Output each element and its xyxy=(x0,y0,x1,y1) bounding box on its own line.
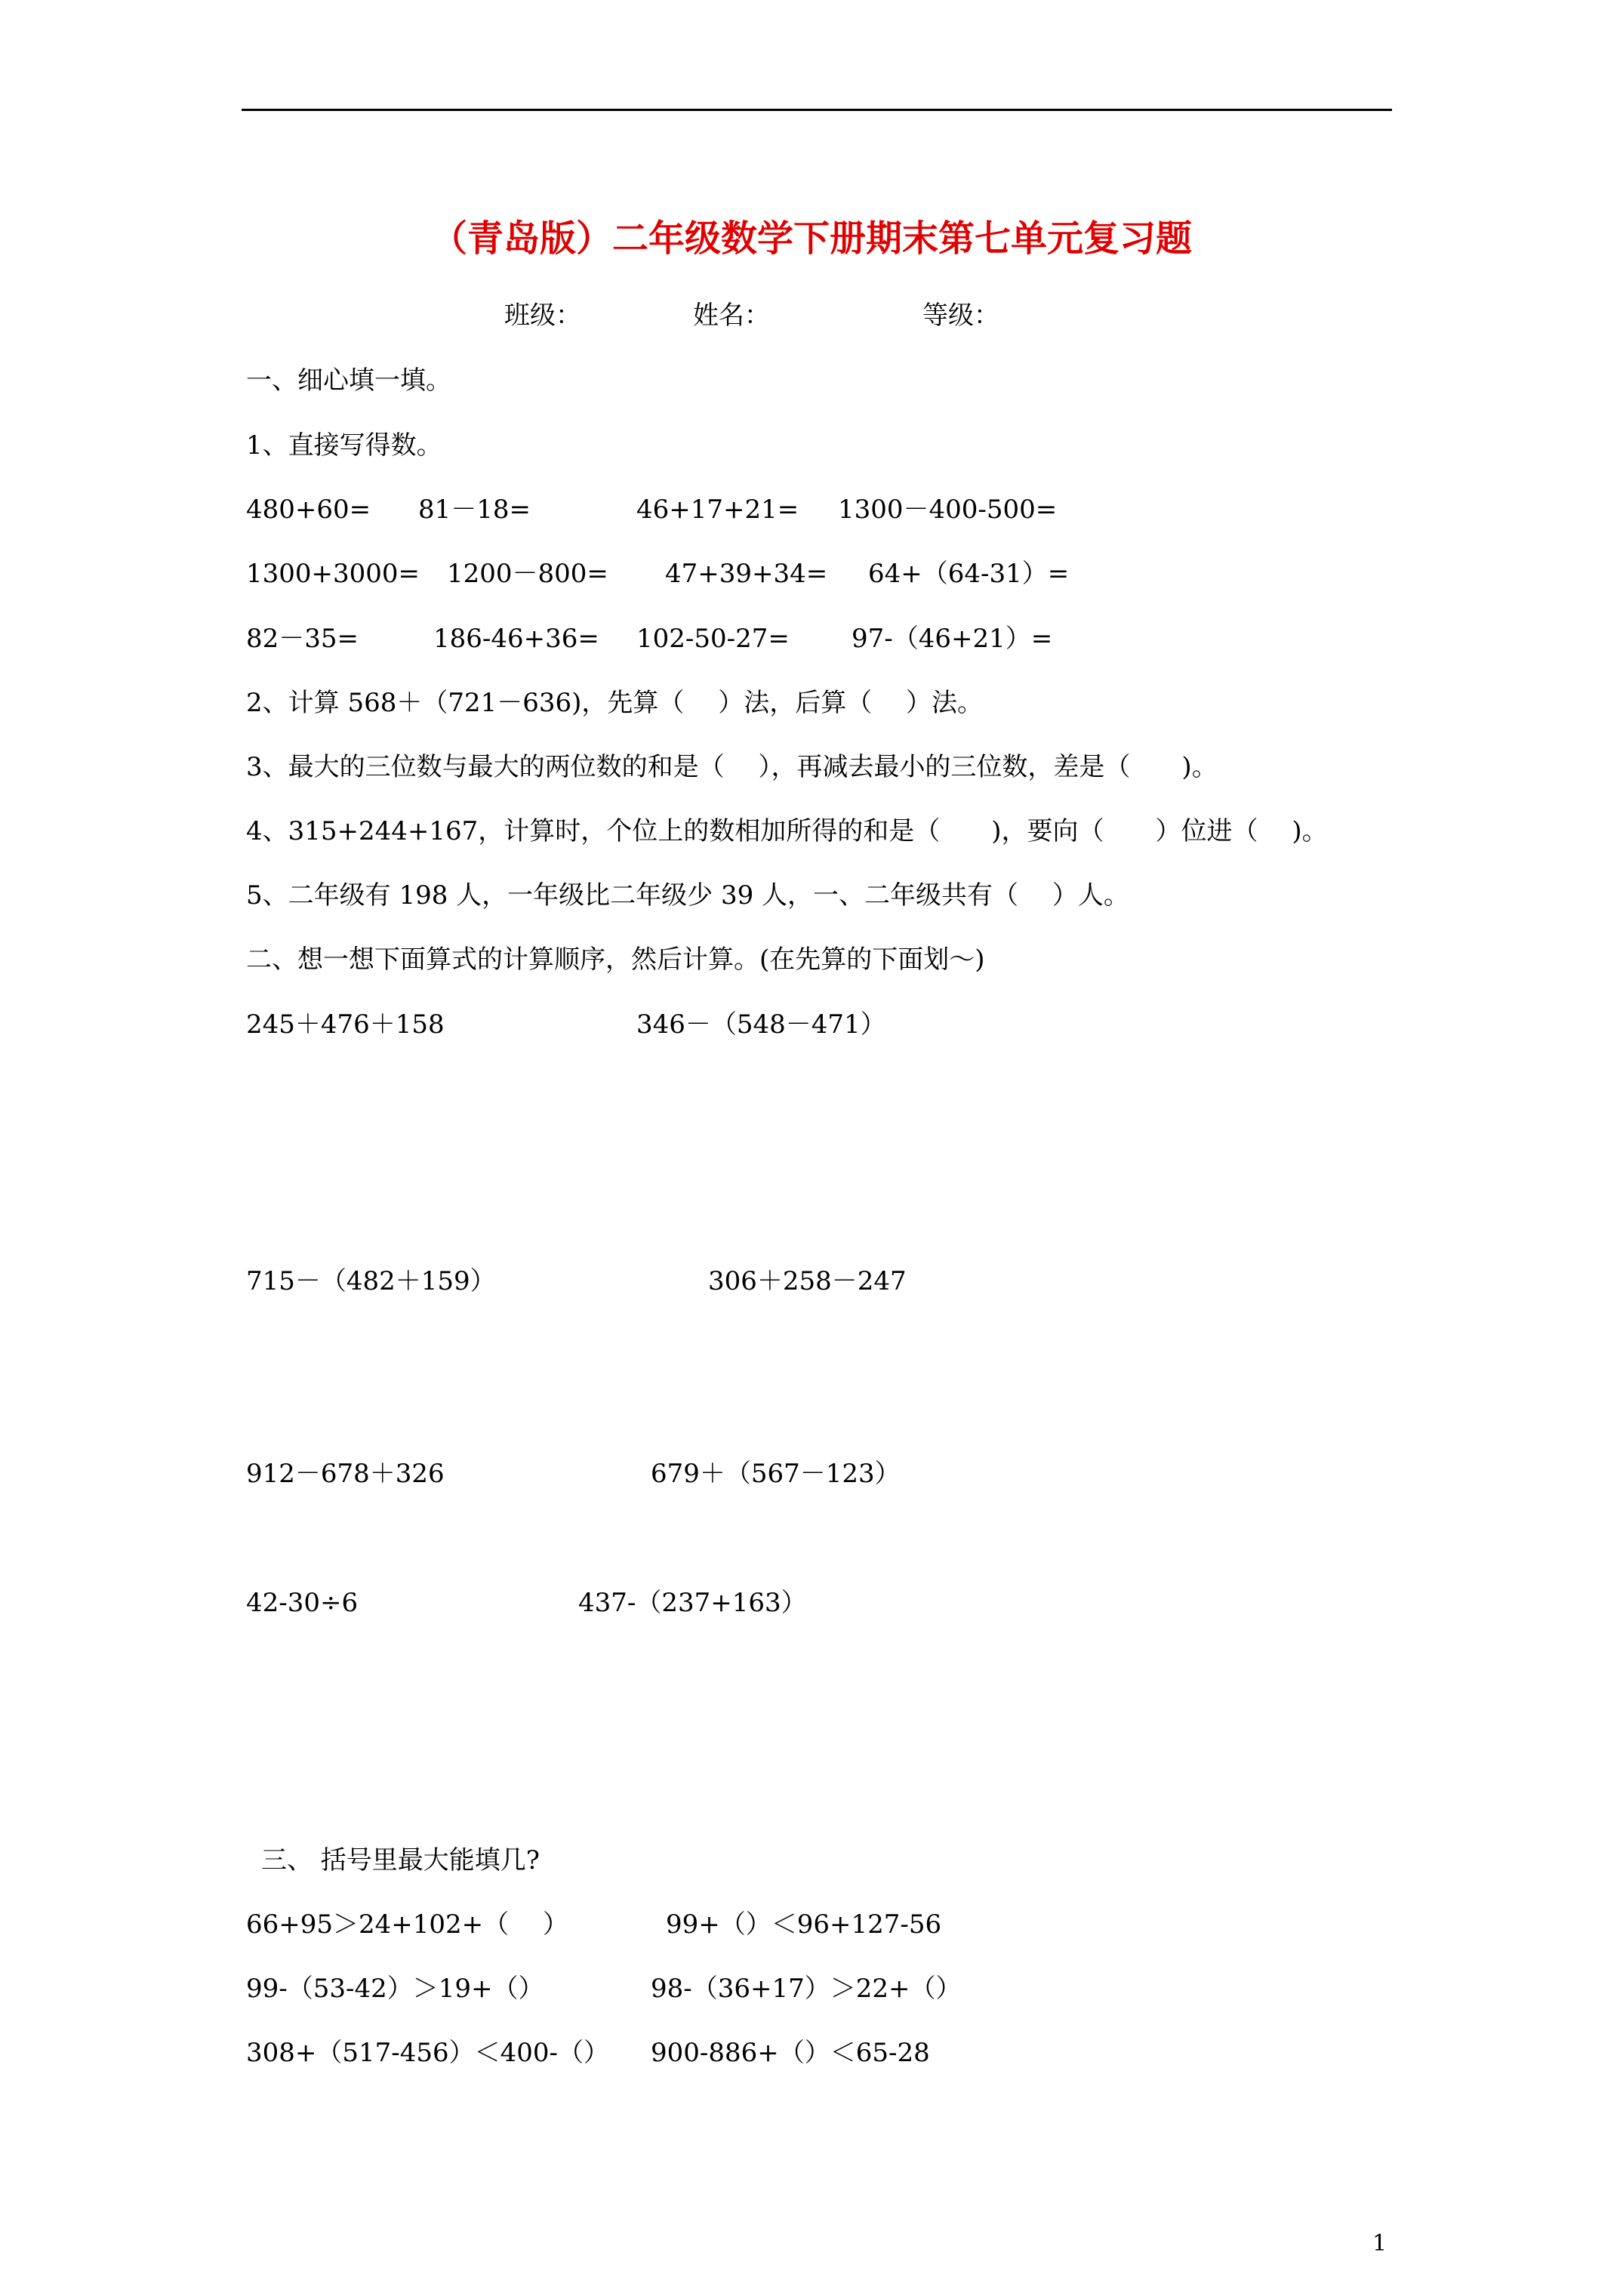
calc-item: 82－35= xyxy=(246,624,359,654)
calc-item: 81－18= xyxy=(418,495,531,525)
question-3: 3、最大的三位数与最大的两位数的和是（ ），再减去最小的三位数，差是（ )。 xyxy=(246,752,1218,782)
inequality-item: 66+95＞24+102+（ ） xyxy=(246,1909,568,1940)
name-label: 姓名： xyxy=(693,300,770,331)
inequality-item: 308+（517-456）＜400-（） xyxy=(246,2038,610,2068)
inequality-item: 900-886+（）＜65-28 xyxy=(651,2038,930,2068)
expression-item: 715－（482＋159） xyxy=(246,1266,496,1296)
calc-item: 480+60= xyxy=(246,495,371,525)
grade-label: 等级： xyxy=(922,300,999,331)
inequality-item: 98-（36+17）＞22+（） xyxy=(651,1974,962,2004)
expression-item: 912－678＋326 xyxy=(246,1459,445,1489)
calc-item: 1300+3000= xyxy=(246,559,420,589)
section-3-heading: 三、 括号里最大能填几? xyxy=(261,1845,540,1875)
calc-item: 1300－400-500= xyxy=(838,495,1058,525)
calc-item: 186-46+36= xyxy=(433,624,599,654)
question-4: 4、315+244+167，计算时，个位上的数相加所得的和是（ )，要向（ ）位进（ )。 xyxy=(246,816,1328,846)
class-label: 班级： xyxy=(504,300,581,331)
question-5: 5、二年级有 198 人，一年级比二年级少 39 人，一、二年级共有（ ）人。 xyxy=(246,880,1129,911)
calc-item: 102-50-27= xyxy=(636,624,790,654)
calc-item: 64+（64-31）= xyxy=(868,559,1070,589)
inequality-item: 99-（53-42）＞19+（） xyxy=(246,1974,544,2004)
inequality-item: 99+（）＜96+127-56 xyxy=(666,1909,942,1940)
expression-item: 679＋（567－123） xyxy=(651,1459,901,1489)
expression-item: 306＋258－247 xyxy=(708,1266,907,1296)
expression-item: 245＋476＋158 xyxy=(246,1009,445,1040)
expression-item: 42-30÷6 xyxy=(246,1588,359,1618)
calc-item: 1200－800= xyxy=(447,559,608,589)
page-number: 1 xyxy=(1372,2230,1387,2257)
question-1-heading: 1、直接写得数。 xyxy=(246,430,442,461)
page-title: （青岛版）二年级数学下册期末第七单元复习题 xyxy=(430,217,1192,260)
question-2: 2、计算 568＋（721－636)，先算（ ）法，后算（ ）法。 xyxy=(246,688,984,718)
calc-item: 46+17+21= xyxy=(636,495,799,525)
calc-item: 97-（46+21）= xyxy=(852,624,1053,654)
calc-item: 47+39+34= xyxy=(665,559,828,589)
section-1-heading: 一、细心填一填。 xyxy=(246,365,451,396)
section-2-heading: 二、想一想下面算式的计算顺序，然后计算。(在先算的下面划～) xyxy=(246,945,985,975)
expression-item: 437-（237+163） xyxy=(578,1588,807,1618)
expression-item: 346－（548－471） xyxy=(636,1009,886,1040)
header-rule xyxy=(242,109,1392,111)
